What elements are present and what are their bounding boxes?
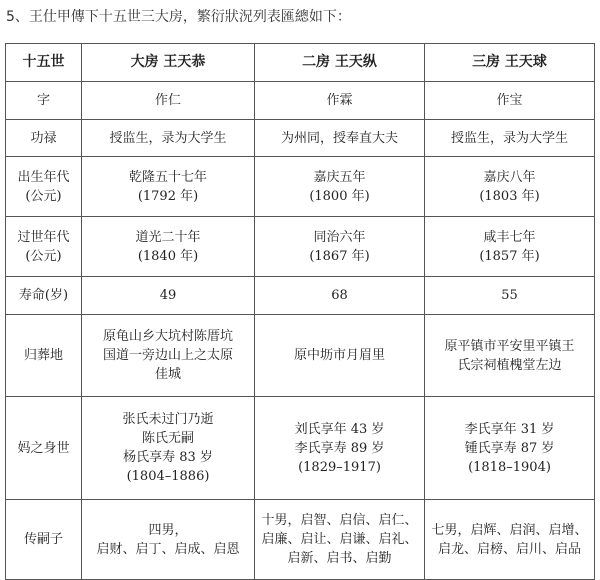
cell-text-line: (1804–1886) bbox=[126, 469, 210, 484]
cell-text-line: 68 bbox=[331, 288, 348, 303]
cell-text-line: 七男，启辉、启润、启增、 bbox=[431, 522, 588, 538]
cell-text-line: 张氏未过门乃逝 bbox=[122, 412, 214, 427]
cell-text-line: 为州同，授奉直大夫 bbox=[280, 130, 398, 146]
header-branch-2: 二房 王天纵 bbox=[255, 44, 425, 82]
table-row bbox=[6, 82, 595, 120]
table-cell bbox=[425, 315, 595, 397]
row-label-line: 妈之身世 bbox=[17, 440, 70, 456]
table-cell bbox=[82, 397, 255, 500]
row-label-line: 字 bbox=[36, 93, 50, 108]
cell-text-line: 嘉庆五年 bbox=[313, 169, 366, 185]
cell-text-line: 杨氏享寿 83 岁 bbox=[123, 450, 213, 465]
cell-text-line: 55 bbox=[501, 288, 518, 303]
table-row bbox=[6, 120, 595, 157]
cell-text-line: (1792 年) bbox=[137, 188, 199, 204]
row-label-line: 出生年代 bbox=[17, 169, 70, 185]
row-label-cell bbox=[6, 157, 82, 217]
row-label-cell bbox=[6, 82, 82, 120]
cell-text-line: 咸丰七年 bbox=[483, 229, 536, 245]
cell-text-line: 作仁 bbox=[154, 93, 181, 108]
cell-text-line: 作宝 bbox=[496, 93, 523, 108]
table-row bbox=[6, 397, 595, 500]
cell-text-line: (1867 年) bbox=[309, 248, 370, 264]
table-cell bbox=[425, 277, 595, 315]
cell-text-line: 原平镇市平安里平镇王 bbox=[444, 338, 575, 354]
table-cell bbox=[82, 277, 255, 315]
cell-text-line: 四男， bbox=[148, 522, 188, 538]
table-cell bbox=[255, 277, 425, 315]
table-cell bbox=[425, 397, 595, 500]
cell-text-line: 锺氏享寿 87 岁 bbox=[464, 440, 555, 456]
cell-text-line: 陈氏无嗣 bbox=[141, 431, 194, 446]
table-cell bbox=[82, 500, 255, 580]
page-heading: 5、王仕甲傳下十五世三大房，繁衍狀況列表匯總如下： bbox=[6, 9, 351, 25]
cell-text-line: 作霖 bbox=[326, 93, 353, 108]
header-branch-1: 大房 王天恭 bbox=[82, 44, 255, 82]
row-label-line: 过世年代 bbox=[17, 229, 70, 245]
table-cell bbox=[255, 82, 425, 120]
cell-text-line: 乾隆五十七年 bbox=[128, 169, 207, 185]
table-cell bbox=[255, 120, 425, 157]
header-branch-3: 三房 王天球 bbox=[425, 44, 595, 82]
cell-text-line: 国道一旁边山上之太原 bbox=[102, 348, 233, 363]
cell-text-line: 嘉庆八年 bbox=[483, 169, 536, 185]
genealogy-table bbox=[5, 43, 595, 580]
cell-text-line: 氏宗祠植槐堂左边 bbox=[457, 357, 562, 373]
cell-text-line: 启廉、启让、启谦、启礼、 bbox=[261, 532, 418, 547]
row-label-line: 归葬地 bbox=[23, 348, 63, 363]
cell-text-line: 启新、启书、启勤 bbox=[287, 551, 392, 566]
table-cell bbox=[425, 157, 595, 217]
table-cell bbox=[255, 217, 425, 277]
cell-text-line: 李氏享年 31 岁 bbox=[464, 421, 555, 437]
cell-text-line: 道光二十年 bbox=[135, 229, 201, 245]
table-cell bbox=[425, 120, 595, 157]
table-row bbox=[6, 277, 595, 315]
table-cell bbox=[425, 217, 595, 277]
row-label-line: 传嗣子 bbox=[23, 532, 63, 547]
row-label-cell bbox=[6, 397, 82, 500]
cell-text-line: (1840 年) bbox=[137, 248, 199, 264]
table-row bbox=[6, 500, 595, 580]
row-label-line: (公元) bbox=[25, 248, 62, 264]
table-cell bbox=[255, 397, 425, 500]
cell-text-line: 启财、启丁、启成、启恩 bbox=[96, 541, 240, 557]
table-cell bbox=[255, 500, 425, 580]
cell-text-line: 十男，启智、启信、启仁、 bbox=[261, 513, 418, 528]
row-label-cell bbox=[6, 500, 82, 580]
row-label-cell bbox=[6, 120, 82, 157]
table-cell bbox=[82, 315, 255, 397]
cell-text-line: 刘氏享年 43 岁 bbox=[294, 421, 385, 437]
row-label-cell bbox=[6, 217, 82, 277]
table-row bbox=[6, 217, 595, 277]
cell-text-line: 原龟山乡大坑村陈厝坑 bbox=[102, 329, 233, 344]
table-cell bbox=[82, 120, 255, 157]
row-label-cell bbox=[6, 315, 82, 397]
table-cell bbox=[255, 315, 425, 397]
cell-text-line: 同治六年 bbox=[313, 229, 366, 245]
cell-text-line: (1800 年) bbox=[309, 188, 370, 204]
cell-text-line: 佳城 bbox=[154, 367, 181, 382]
row-label-line: 功禄 bbox=[30, 130, 57, 146]
table-row bbox=[6, 157, 595, 217]
table-cell bbox=[425, 500, 595, 580]
cell-text-line: (1857 年) bbox=[479, 248, 540, 264]
cell-text-line: 启龙、启榜、启川、启品 bbox=[437, 541, 581, 557]
table-cell bbox=[82, 82, 255, 120]
cell-text-line: 原中坜市月眉里 bbox=[293, 348, 385, 363]
cell-text-line: (1818–1904) bbox=[468, 459, 551, 475]
cell-text-line: 授监生，录为大学生 bbox=[450, 130, 568, 146]
table-header-row bbox=[6, 44, 595, 82]
cell-text-line: (1803 年) bbox=[479, 188, 540, 204]
header-generation: 十五世 bbox=[6, 44, 82, 82]
cell-text-line: (1829–1917) bbox=[298, 459, 381, 475]
table-cell bbox=[425, 82, 595, 120]
cell-text-line: 李氏享寿 89 岁 bbox=[294, 440, 385, 456]
table-cell bbox=[255, 157, 425, 217]
cell-text-line: 49 bbox=[159, 288, 177, 303]
table-cell bbox=[82, 157, 255, 217]
cell-text-line: 授监生，录为大学生 bbox=[109, 130, 227, 146]
row-label-line: 寿命(岁) bbox=[18, 288, 69, 303]
row-label-line: (公元) bbox=[25, 188, 62, 204]
table-row bbox=[6, 315, 595, 397]
table-cell bbox=[82, 217, 255, 277]
row-label-cell bbox=[6, 277, 82, 315]
